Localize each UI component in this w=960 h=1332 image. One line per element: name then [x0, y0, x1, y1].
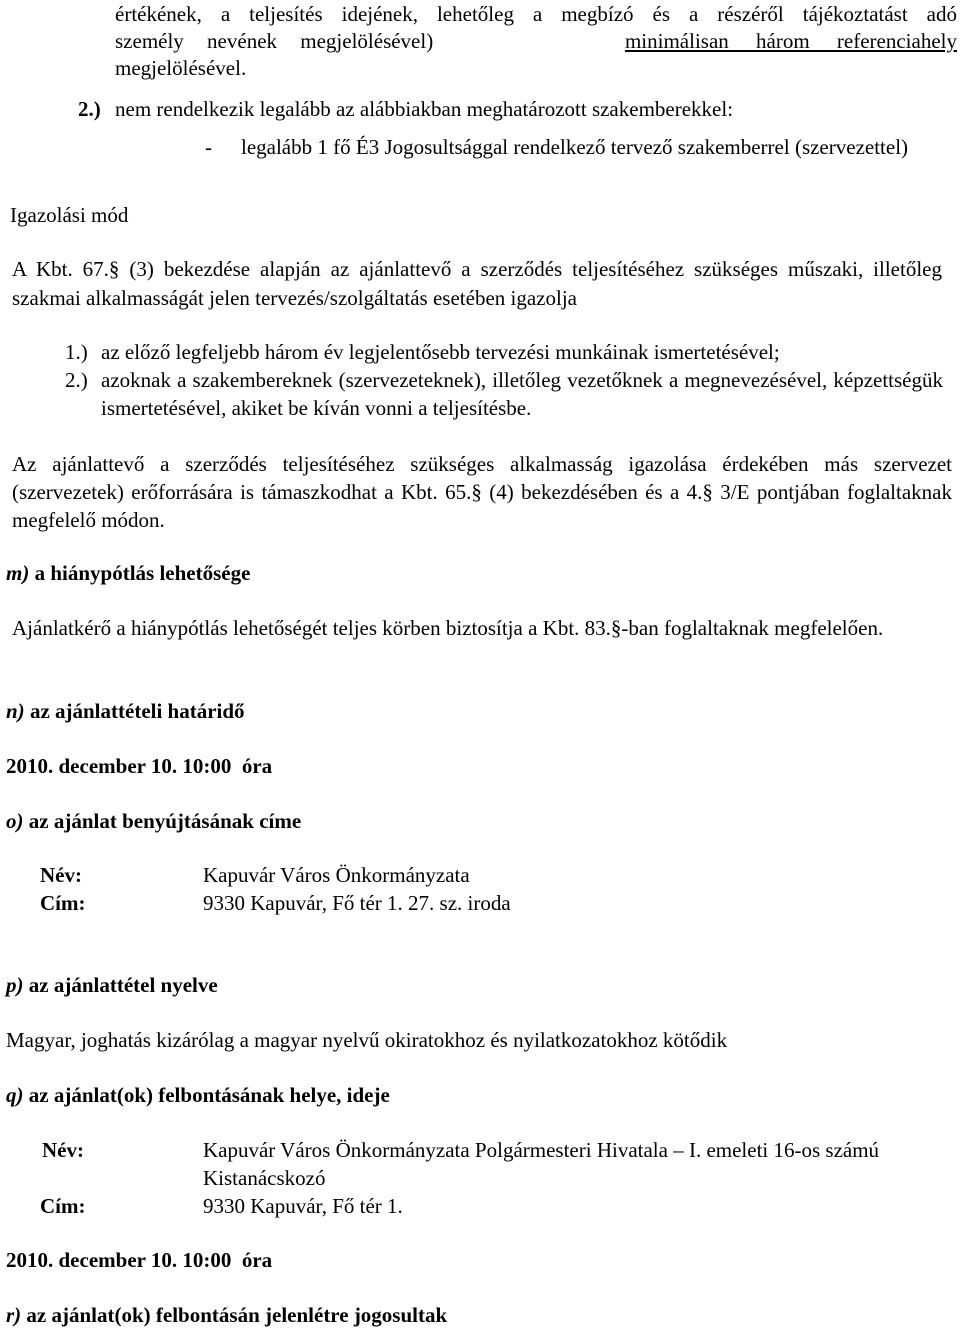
- section-p-title: az ajánlattétel nyelve: [28, 973, 218, 997]
- other-org-paragraph: Az ajánlattevő a szerződés teljesítéséhez szükséges alkalmasság igazolása érdekében más szervezet (szervezetek) erőforrására is támaszkodhat a Kbt. 65.§ (4) bekezdésében és a 4.§ 3/E pontjában foglaltaknak megfelelő módon.: [12, 452, 952, 532]
- top-line-3: megjelölésével.: [115, 56, 247, 80]
- submission-name-label: Név:: [40, 863, 82, 887]
- section-q-title: az ajánlat(ok) felbontásának helye, ideje: [28, 1083, 390, 1107]
- section-o-heading: [6, 807, 301, 836]
- item2-number: 2.): [78, 97, 101, 121]
- section-r-heading: [6, 1301, 447, 1330]
- opening-name-value: Kapuvár Város Önkormányzata Polgármesteri Hivatala – I. emeleti 16-os számú Kistanácskozó: [203, 1138, 880, 1190]
- top-line-2: [115, 27, 957, 56]
- submission-name-value: Kapuvár Város Önkormányzata: [203, 863, 470, 887]
- top-line-1: értékének, a teljesítés idejének, lehetőleg a megbízó és a részéről tájékoztatást adó: [115, 2, 957, 26]
- proof-method-heading: Igazolási mód: [10, 203, 129, 227]
- submission-address-value: 9330 Kapuvár, Fő tér 1. 27. sz. iroda: [203, 891, 511, 915]
- opening-address-label: Cím:: [40, 1194, 86, 1218]
- section-m-title: a hiánypótlás lehetősége: [34, 561, 251, 585]
- section-q-letter: q): [6, 1083, 24, 1107]
- section-r-title: az ajánlat(ok) felbontásán jelenlétre jogosultak: [26, 1303, 448, 1327]
- kbt67-paragraph: A Kbt. 67.§ (3) bekezdése alapján az ajánlattevő a szerződés teljesítéséhez szükséges műszaki, illetőleg szakmai alkalmasságát jelen tervezés/szolgáltatás esetében igazolja: [12, 257, 942, 310]
- section-p-letter: p): [6, 973, 24, 997]
- language-text: Magyar, joghatás kizárólag a magyar nyelvű okiratokhoz és nyilatkozatokhoz kötődik: [6, 1028, 728, 1052]
- specialist-text: legalább 1 fő É3 Jogosultsággal rendelkező tervező szakemberrel (szervezettel): [241, 135, 909, 159]
- section-o-title: az ajánlat benyújtásának címe: [28, 809, 302, 833]
- section-m-letter: m): [6, 561, 30, 585]
- section-p-heading: [6, 971, 218, 1000]
- proof-item-2-number: 2.): [65, 368, 88, 392]
- top-line-2b-underlined: minimálisan három referenciahely: [624, 29, 957, 53]
- section-r-letter: r): [6, 1303, 22, 1327]
- section-q-heading: [6, 1081, 390, 1110]
- proof-item-1-number: 1.): [65, 340, 88, 364]
- opening-datetime: 2010. december 10. 10:00 óra: [6, 1248, 273, 1272]
- top-line-2a: személy nevének megjelölésével): [115, 29, 434, 53]
- section-m-text: Ajánlatkérő a hiánypótlás lehetőségét teljes körben biztosítja a Kbt. 83.§-ban foglaltaknak megfelelően.: [12, 616, 884, 640]
- section-n-heading: [6, 697, 245, 726]
- opening-address-value: 9330 Kapuvár, Fő tér 1.: [203, 1194, 403, 1218]
- opening-name-label: Név:: [42, 1138, 84, 1162]
- deadline-value: 2010. december 10. 10:00 óra: [6, 754, 273, 778]
- section-n-title: az ajánlattételi határidő: [29, 699, 245, 723]
- item2-text: nem rendelkezik legalább az alábbiakban meghatározott szakemberekkel:: [115, 97, 734, 121]
- submission-address-label: Cím:: [40, 891, 86, 915]
- section-o-letter: o): [6, 809, 24, 833]
- proof-item-1-text: az előző legfeljebb három év legjelentősebb tervezési munkáinak ismertetésével;: [101, 340, 780, 364]
- section-n-letter: n): [6, 699, 25, 723]
- section-m-heading: [6, 559, 250, 588]
- proof-item-2-text: azoknak a szakembereknek (szervezeteknek), illetőleg vezetőknek a megnevezésével, képzettségük ismertetésével, akiket be kíván vonni a teljesítésbe.: [101, 368, 943, 420]
- specialist-dash: -: [205, 135, 212, 159]
